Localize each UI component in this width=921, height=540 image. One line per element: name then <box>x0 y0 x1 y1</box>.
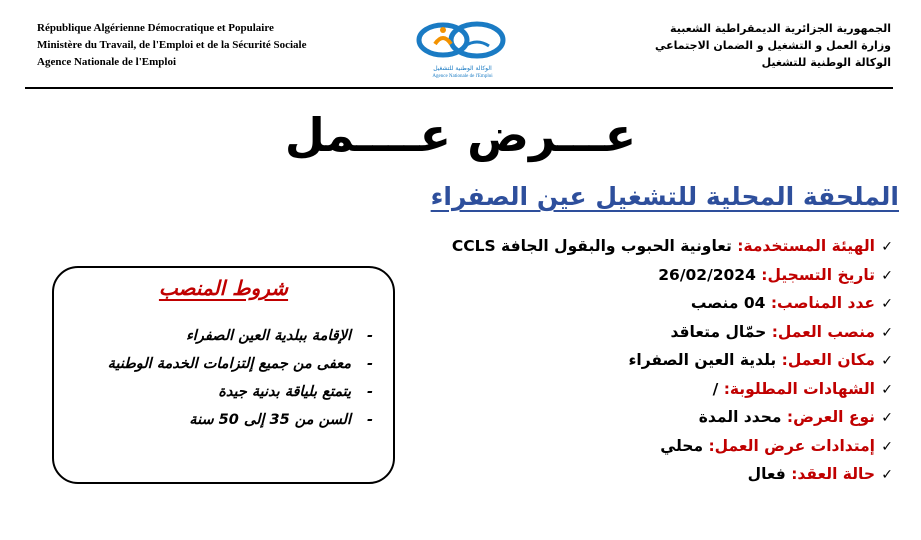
check-icon: ✓ <box>881 467 893 483</box>
header-ministry-fr: Ministère du Travail, de l'Emploi et de la Sécurité Sociale <box>37 39 307 51</box>
detail-value: حمّال متعاقد <box>670 322 767 341</box>
dash-bullet: - <box>366 356 373 372</box>
detail-row-contract-status <box>393 460 893 489</box>
detail-label: عدد المناصب: <box>770 294 875 312</box>
detail-row-offer-type <box>393 403 893 432</box>
detail-row-job <box>393 318 893 347</box>
header-left-french <box>37 20 382 71</box>
offer-details-list <box>393 232 893 489</box>
page-title: عـــرض عــــمل <box>284 108 637 162</box>
dash-bullet: - <box>366 412 373 428</box>
detail-label: الهيئة المستخدمة: <box>737 237 875 255</box>
detail-label: منصب العمل: <box>771 322 875 341</box>
header-republic-ar: الجمهورية الجزائرية الديمقراطية الشعبية <box>670 22 891 35</box>
detail-value: 26/02/2024 <box>658 265 756 284</box>
check-icon: ✓ <box>881 267 893 284</box>
detail-value: محدد المدة <box>698 408 782 426</box>
condition-text: الإقامة ببلدية العين الصفراء <box>185 328 351 344</box>
condition-item <box>63 323 373 351</box>
header-agency-fr: Agence Nationale de l'Emploi <box>37 56 177 68</box>
conditions-title: شروط المنصب <box>158 276 289 300</box>
detail-row-diplomas <box>393 375 893 404</box>
header-right-arabic <box>551 20 891 71</box>
condition-item <box>63 351 373 379</box>
anem-logo <box>405 18 520 86</box>
check-icon: ✓ <box>881 239 893 255</box>
dash-bullet: - <box>366 384 373 400</box>
conditions-list <box>63 323 373 435</box>
condition-text: السن من 35 إلى 50 سنة <box>189 412 351 428</box>
detail-label: الشهادات المطلوبة: <box>723 379 875 398</box>
detail-value: تعاونية الحبوب والبقول الجافة CCLS <box>451 237 732 255</box>
check-icon: ✓ <box>881 410 893 426</box>
detail-value: بلدية العين الصفراء <box>628 351 777 369</box>
detail-value: / <box>712 379 719 398</box>
logo-caption-ar: الوكالة الوطنية للتشغيل <box>433 65 492 72</box>
detail-row-positions <box>393 289 893 318</box>
detail-label: نوع العرض: <box>786 408 875 426</box>
header-republic-fr: République Algérienne Démocratique et Populaire <box>37 22 274 34</box>
check-icon: ✓ <box>881 296 893 312</box>
condition-item <box>63 379 373 407</box>
detail-value: محلي <box>660 436 704 455</box>
dash-bullet: - <box>366 328 373 344</box>
conditions-box <box>52 266 395 484</box>
check-icon: ✓ <box>881 324 893 341</box>
check-icon: ✓ <box>881 438 893 455</box>
condition-item <box>63 407 373 435</box>
detail-label: حالة العقد: <box>791 465 875 483</box>
header-agency-ar: الوكالة الوطنية للتشغيل <box>761 56 891 69</box>
condition-text: يتمتع بلياقة بدنية جيدة <box>218 384 351 400</box>
detail-value: فعال <box>747 465 786 483</box>
detail-row-scope <box>393 432 893 461</box>
header-divider <box>25 87 893 89</box>
detail-label: تاريخ التسجيل: <box>761 265 875 284</box>
check-icon: ✓ <box>881 353 893 369</box>
logo-caption-fr: Agence Nationale de l'Emploi <box>432 74 493 79</box>
detail-row-date <box>393 261 893 290</box>
agency-name: الملحقة المحلية للتشغيل عين الصفراء <box>430 182 899 211</box>
header-ministry-ar: وزارة العمل و التشغيل و الضمان الاجتماعي <box>655 39 891 52</box>
condition-text: معفى من جميع إلتزامات الخدمة الوطنية <box>107 356 351 372</box>
detail-label: مكان العمل: <box>781 351 875 369</box>
anem-logo-icon <box>405 18 520 66</box>
detail-label: إمتدادات عرض العمل: <box>708 436 875 455</box>
detail-row-location <box>393 346 893 375</box>
check-icon: ✓ <box>881 381 893 398</box>
detail-row-employer <box>393 232 893 261</box>
detail-value: 04 منصب <box>690 294 766 312</box>
